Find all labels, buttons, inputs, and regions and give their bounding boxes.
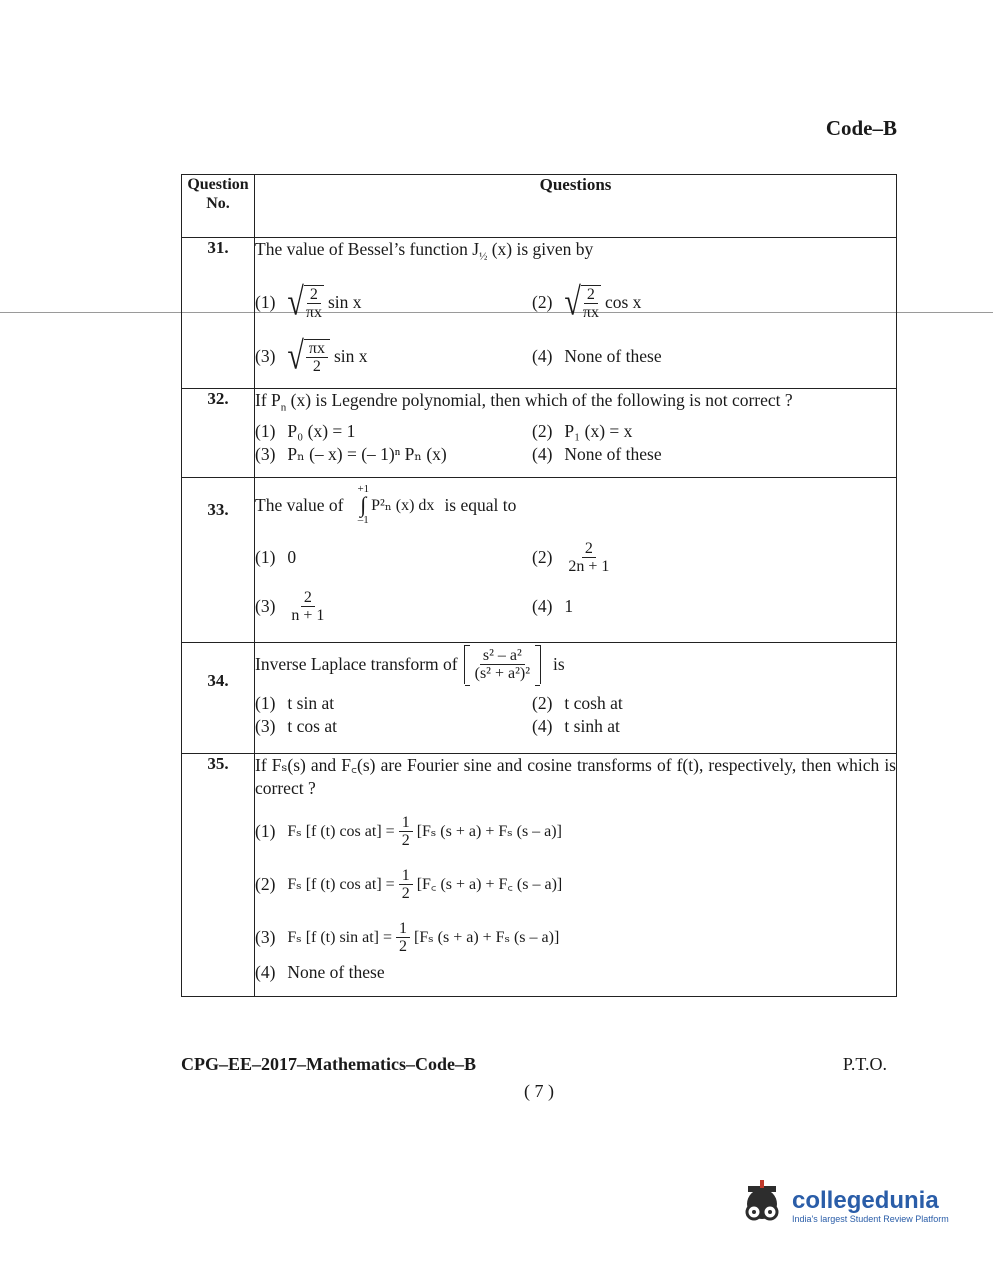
option-2 (532, 280, 809, 324)
question-body (255, 643, 897, 754)
options-row (255, 540, 896, 575)
question-number: 34. (182, 643, 255, 754)
option-label: (4) (532, 716, 553, 736)
option-label: (2) (532, 420, 553, 441)
option-label: (2) (532, 547, 553, 567)
fraction (291, 589, 324, 624)
option-text: None of these (564, 443, 662, 464)
option-label: (4) (532, 346, 553, 366)
option-3 (255, 920, 896, 955)
page-number: ( 7 ) (524, 1081, 554, 1101)
stem-subscript: ½ (479, 250, 488, 263)
sqrt-expression: √ $\frac{\pi x}{2}$ (287, 339, 330, 375)
integral-symbol: +1 ∫ –1 (357, 483, 370, 526)
fraction-numerator: 1 (399, 814, 413, 832)
option-label: (3) (255, 716, 276, 736)
option-label: (4) (532, 596, 553, 616)
options-row (255, 715, 896, 738)
question-33 (182, 478, 897, 643)
integrand: P²ₙ (x) dx (371, 496, 435, 514)
fraction-half (399, 867, 413, 902)
option-4 (532, 595, 809, 618)
option-label: (3) (255, 346, 276, 366)
fraction-denominator: 2n + 1 (568, 558, 610, 575)
option-label: (3) (255, 596, 276, 616)
question-number: 35. (182, 754, 255, 997)
question-stem (255, 389, 896, 420)
option-text: None of these (564, 346, 662, 366)
question-number: 32. (182, 389, 255, 478)
fraction-denominator: n + 1 (291, 607, 325, 624)
fraction-numerator: 2 (307, 286, 321, 304)
stem-text: (x) is given by (491, 239, 594, 259)
stem-text: Inverse Laplace transform of (255, 654, 458, 674)
questions-table (181, 174, 897, 997)
option-text: t cos at (287, 716, 337, 736)
option-label: (1) (255, 693, 276, 713)
options-row (255, 280, 896, 324)
options-row (255, 420, 896, 443)
option-4 (532, 345, 809, 368)
option-2 (532, 420, 809, 443)
pto-label: P.T.O. (842, 1054, 887, 1074)
question-body (255, 238, 897, 389)
option-text: 1 (564, 596, 574, 616)
fraction-numerator: πx (306, 340, 328, 358)
option-1 (255, 280, 532, 324)
fraction-numerator: 1 (396, 920, 410, 938)
option-rhs: [Fₛ (s + a) + Fₛ (s – a)] (414, 929, 560, 946)
question-32 (182, 389, 897, 478)
fraction-numerator: 2 (584, 286, 598, 304)
fraction-denominator: (s² + a²)² (474, 665, 531, 682)
logo-mascot-icon (736, 1180, 788, 1232)
stem-text: (x) is Legendre polynomial, then which of the following is not correct ? (290, 390, 793, 410)
fraction-half (396, 920, 410, 955)
option-lhs: Fₛ [f (t) sin at] = (287, 929, 393, 946)
option-2 (255, 867, 896, 902)
option-2 (532, 692, 809, 715)
question-number: 31. (182, 238, 255, 389)
option-3 (255, 589, 532, 624)
logo-name: collegedunia (792, 1187, 939, 1214)
option-text: t sinh at (564, 716, 620, 736)
fraction (475, 647, 530, 682)
option-label: (3) (255, 443, 276, 464)
fraction-numerator: 2 (582, 540, 596, 558)
option-function: sin x (327, 292, 362, 312)
option-label: (1) (255, 547, 276, 567)
integral-lower-limit: –1 (357, 514, 369, 526)
fraction-denominator: 2 (401, 885, 410, 902)
stem-text: The value of (255, 494, 344, 515)
option-1 (255, 420, 532, 443)
question-34 (182, 643, 897, 754)
fraction-half (399, 814, 413, 849)
option-3 (255, 715, 532, 738)
option-label: (2) (532, 292, 553, 312)
option-function: sin x (333, 346, 368, 366)
option-text: 0 (287, 547, 297, 567)
fraction (568, 540, 609, 575)
option-lhs: Fₛ [f (t) cos at] = (287, 823, 395, 840)
question-body (255, 478, 897, 643)
option-3 (255, 334, 532, 378)
stem-text: The value of Bessel’s function J (255, 239, 480, 259)
question-stem (255, 238, 896, 269)
question-35 (182, 754, 897, 997)
fraction-denominator: 2 (401, 832, 410, 849)
bracket-expression (464, 645, 541, 684)
question-stem (255, 645, 896, 684)
option-1 (255, 546, 532, 569)
stem-text: If P (255, 390, 281, 410)
option-label: (1) (255, 292, 276, 312)
options-row (255, 692, 896, 715)
paper-footer-title: CPG–EE–2017–Mathematics–Code–B (181, 1054, 476, 1074)
table-header-row (182, 175, 897, 238)
option-rhs: [F꜀ (s + a) + F꜀ (s – a)] (416, 876, 563, 893)
paper-code: Code–B (825, 116, 897, 140)
fraction-denominator: πx (582, 303, 599, 321)
fraction-numerator: 1 (399, 867, 413, 885)
option-rhs: [Fₛ (s + a) + Fₛ (s – a)] (416, 823, 562, 840)
fraction-numerator: 2 (301, 589, 315, 607)
option-text: P₁ (x) = x (564, 420, 633, 441)
option-function: cos x (604, 292, 642, 312)
collegedunia-logo[interactable] (736, 1180, 949, 1232)
option-label: (1) (255, 420, 276, 441)
option-1 (255, 814, 896, 849)
option-1 (255, 692, 532, 715)
question-body (255, 389, 897, 478)
option-text: P₀ (x) = 1 (287, 420, 356, 441)
question-stem: If Fₛ(s) and F꜀(s) are Fourier sine and cosine transforms of f(t), respectively, then which is correct ? (255, 755, 896, 798)
option-4 (255, 961, 896, 984)
stem-text: is (553, 654, 565, 674)
option-4 (532, 443, 809, 466)
question-number: 33. (182, 478, 255, 643)
fraction-denominator: 2 (312, 357, 321, 375)
integral-upper-limit: +1 (357, 483, 370, 495)
option-3 (255, 443, 532, 466)
header-questions: Questions (255, 175, 897, 238)
header-question-no: Question No. (182, 175, 255, 238)
stem-subscript: n (280, 401, 287, 414)
option-text: t cosh at (564, 693, 623, 713)
options-row (255, 589, 896, 624)
fraction-denominator: 2 (399, 938, 408, 955)
question-stem (255, 484, 896, 526)
question-31 (182, 238, 897, 389)
stem-text: is equal to (444, 494, 517, 515)
sqrt-expression: √ $\frac{2}{\pi x}$ (287, 280, 322, 324)
option-label: (4) (255, 962, 276, 982)
logo-tagline: India's largest Student Review Platform (792, 1214, 949, 1224)
option-label: (3) (255, 927, 276, 947)
option-label: (1) (255, 821, 276, 841)
sqrt-expression: √ $\frac{2}{\pi x}$ (564, 280, 599, 324)
option-lhs: Fₛ [f (t) cos at] = (287, 876, 395, 893)
option-label: (2) (255, 874, 276, 894)
fraction-denominator: πx (305, 303, 322, 321)
option-text: None of these (287, 962, 385, 982)
option-4 (532, 715, 809, 738)
options-row (255, 443, 896, 466)
option-label: (4) (532, 443, 553, 464)
option-text: Pₙ (– x) = (– 1)ⁿ Pₙ (x) (287, 443, 447, 464)
fraction-numerator: s² – a² (480, 647, 525, 665)
options-row (255, 334, 896, 378)
option-label: (2) (532, 693, 553, 713)
question-body (255, 754, 897, 997)
option-text: t sin at (287, 693, 335, 713)
option-2 (532, 540, 809, 575)
